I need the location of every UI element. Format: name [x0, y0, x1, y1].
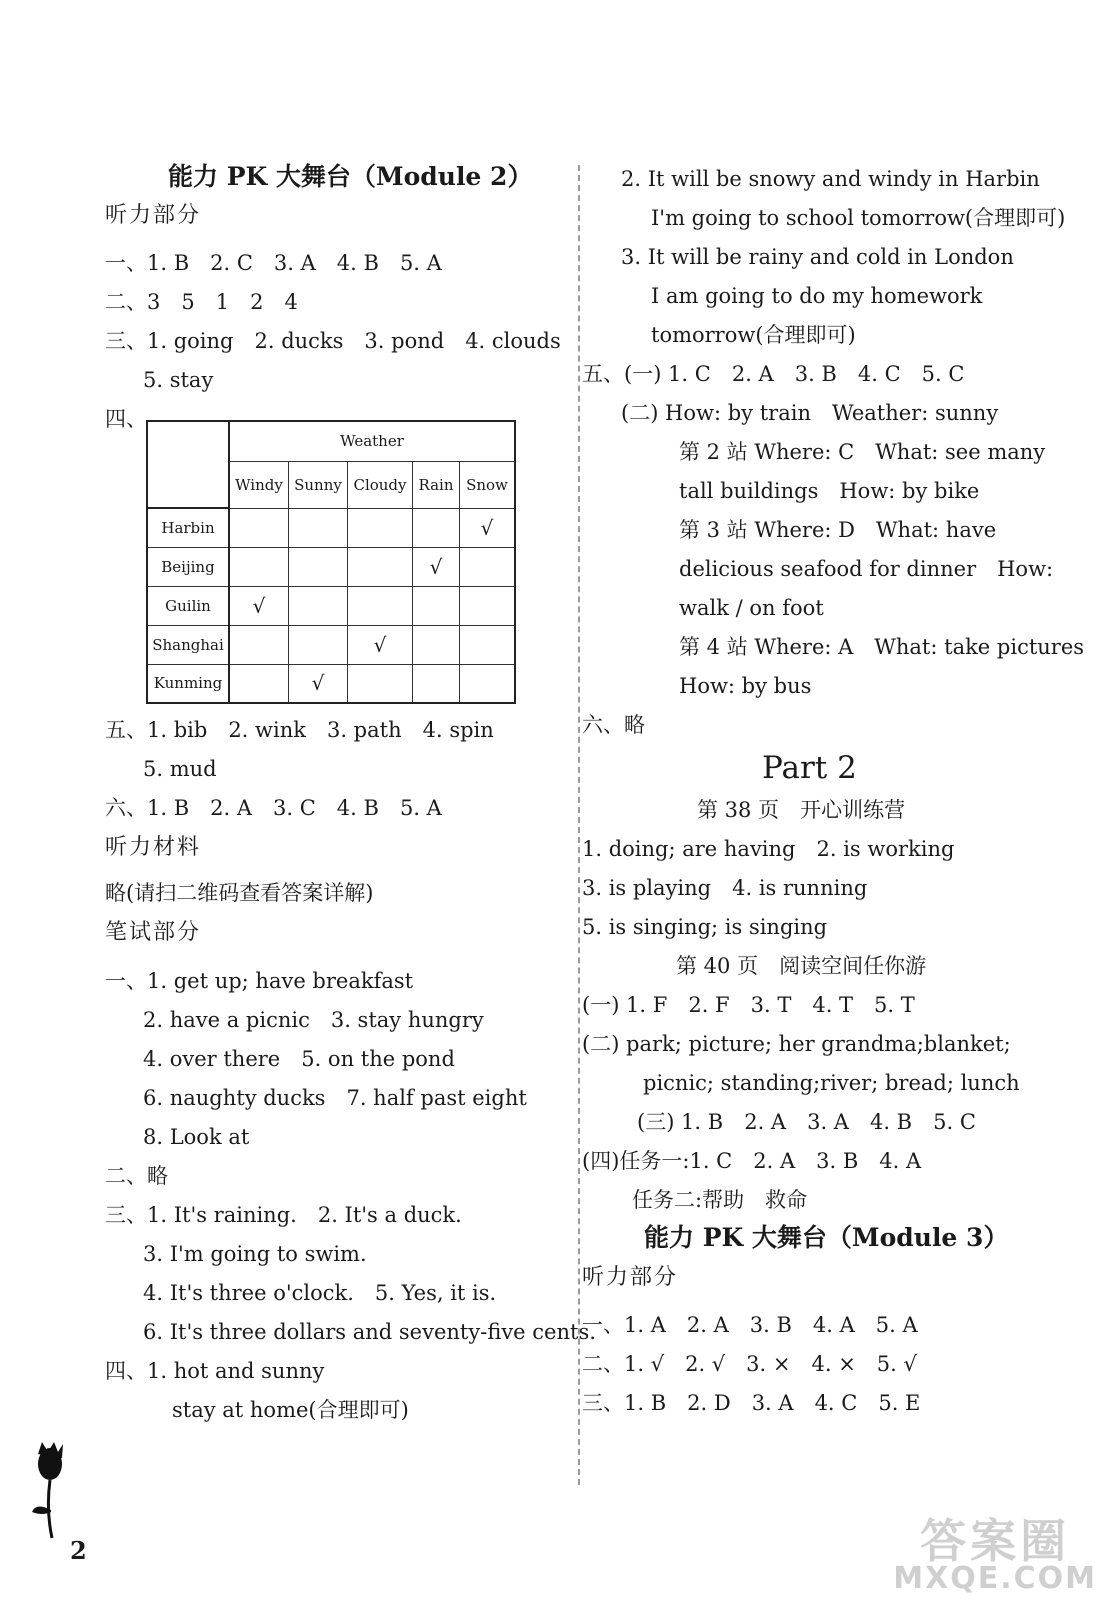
listening-heading: 听力部分 — [105, 203, 202, 228]
table-cell — [289, 625, 348, 664]
answer-line: 二、1. √ 2. √ 3. × 4. × 5. √ — [582, 1352, 917, 1376]
column-header: Cloudy — [348, 461, 413, 508]
table-cell — [413, 508, 460, 547]
answer-line: 五、1. bib 2. wink 3. path 4. spin — [105, 718, 494, 742]
answer-line: tall buildings How: by bike — [679, 479, 980, 503]
answer-line: 第 2 站 Where: C What: see many — [679, 440, 1046, 464]
answer-line: 4. over there 5. on the pond — [143, 1047, 455, 1071]
table-cell: √ — [229, 586, 289, 625]
answer-line: picnic; standing;river; bread; lunch — [643, 1071, 1020, 1095]
answer-line: 第 4 站 Where: A What: take pictures — [679, 635, 1085, 659]
answer-line: 二、略 — [105, 1164, 168, 1188]
answer-line-prefix: 四、 — [105, 407, 147, 431]
answer-line: delicious seafood for dinner How: — [679, 557, 1054, 581]
answer-line: (四)任务一:1. C 2. A 3. B 4. A — [582, 1149, 922, 1173]
table-cell — [289, 547, 348, 586]
flower-icon — [26, 1440, 76, 1540]
answer-line: tomorrow(合理即可) — [651, 323, 856, 347]
table-cell — [229, 625, 289, 664]
answer-line: 三、1. going 2. ducks 3. pond 4. clouds — [105, 329, 561, 353]
table-cell: √ — [348, 625, 413, 664]
answer-line: walk / on foot — [679, 596, 824, 620]
answer-line: 1. doing; are having 2. is working — [582, 837, 955, 861]
weather-table — [146, 420, 516, 704]
table-cell — [413, 586, 460, 625]
row-label: Harbin — [147, 508, 229, 547]
answer-line: 一、1. get up; have breakfast — [105, 969, 414, 993]
written-heading: 笔试部分 — [105, 920, 202, 945]
answer-line: 五、(一) 1. C 2. A 3. B 4. C 5. C — [582, 362, 965, 386]
table-cell — [460, 625, 516, 664]
module3-title: 能力 PK 大舞台（Module 3） — [644, 1223, 1009, 1252]
answer-line: 5. stay — [143, 368, 214, 392]
table-cell — [348, 508, 413, 547]
answer-line: How: by bus — [679, 674, 812, 698]
column-header: Rain — [413, 461, 460, 508]
material-text: 略(请扫二维码查看答案详解) — [105, 881, 374, 905]
answer-line: I'm going to school tomorrow(合理即可) — [651, 206, 1066, 230]
answer-line: 6. It's three dollars and seventy-five cents. — [143, 1320, 596, 1344]
answer-line: 二、3 5 1 2 4 — [105, 290, 298, 314]
column-divider — [578, 165, 580, 1485]
watermark-line2: MXQE.COM — [893, 1561, 1097, 1596]
answer-line: (二) How: by train Weather: sunny — [621, 401, 999, 425]
table-cell — [229, 547, 289, 586]
part2-heading: Part 2 — [762, 750, 857, 786]
table-row — [147, 508, 515, 547]
watermark-line1: 答案圈 — [920, 1514, 1071, 1568]
page-section-heading: 第 40 页 阅读空间任你游 — [676, 954, 927, 978]
answer-line: 3. I'm going to swim. — [143, 1242, 367, 1266]
answer-line: (一) 1. F 2. F 3. T 4. T 5. T — [582, 993, 915, 1017]
answer-line: 第 3 站 Where: D What: have — [679, 518, 997, 542]
table-row — [147, 586, 515, 625]
table-cell — [348, 664, 413, 703]
table-cell — [460, 547, 516, 586]
answer-line: 5. mud — [143, 757, 217, 781]
column-header: Sunny — [289, 461, 348, 508]
answer-line: stay at home(合理即可) — [172, 1398, 409, 1422]
answer-line: 一、1. A 2. A 3. B 4. A 5. A — [582, 1313, 918, 1337]
table-cell: √ — [289, 664, 348, 703]
listening-heading: 听力部分 — [582, 1265, 679, 1290]
row-label: Kunming — [147, 664, 229, 703]
row-label: Guilin — [147, 586, 229, 625]
answer-line: 三、1. It's raining. 2. It's a duck. — [105, 1203, 462, 1227]
answer-line: (二) park; picture; her grandma;blanket; — [582, 1032, 1011, 1056]
column-header: Snow — [460, 461, 516, 508]
table-cell — [348, 547, 413, 586]
answer-line: (三) 1. B 2. A 3. A 4. B 5. C — [637, 1110, 976, 1134]
answer-line: 8. Look at — [143, 1125, 250, 1149]
answer-line: 一、1. B 2. C 3. A 4. B 5. A — [105, 251, 442, 275]
table-row — [147, 664, 515, 703]
page-section-heading: 第 38 页 开心训练营 — [697, 798, 906, 822]
table-cell: √ — [413, 547, 460, 586]
table-corner — [147, 421, 229, 508]
table-row — [147, 547, 515, 586]
watermark — [893, 1514, 1097, 1596]
table-cell — [348, 586, 413, 625]
table-cell — [413, 625, 460, 664]
answer-line: I am going to do my homework — [651, 284, 983, 308]
row-label: Shanghai — [147, 625, 229, 664]
answer-line: 六、略 — [582, 713, 645, 737]
table-group-header: Weather — [229, 421, 515, 461]
answer-line: 6. naughty ducks 7. half past eight — [143, 1086, 527, 1110]
answer-line: 3. It will be rainy and cold in London — [621, 245, 1014, 269]
answer-line: 3. is playing 4. is running — [582, 876, 868, 900]
answer-line: 2. have a picnic 3. stay hungry — [143, 1008, 484, 1032]
table-cell: √ — [460, 508, 516, 547]
table-cell — [460, 664, 516, 703]
answer-line: 5. is singing; is singing — [582, 915, 828, 939]
row-label: Beijing — [147, 547, 229, 586]
answer-line: 三、1. B 2. D 3. A 4. C 5. E — [582, 1391, 921, 1415]
table-cell — [413, 664, 460, 703]
column-header: Windy — [229, 461, 289, 508]
page-number: 2 — [70, 1536, 87, 1565]
answer-line: 2. It will be snowy and windy in Harbin — [621, 167, 1040, 191]
table-cell — [229, 664, 289, 703]
table-cell — [289, 586, 348, 625]
answer-line: 任务二:帮助 救命 — [632, 1188, 808, 1212]
table-row — [147, 625, 515, 664]
module2-title: 能力 PK 大舞台（Module 2） — [168, 162, 533, 191]
table-cell — [289, 508, 348, 547]
answer-line: 六、1. B 2. A 3. C 4. B 5. A — [105, 796, 442, 820]
table-cell — [229, 508, 289, 547]
table-cell — [460, 586, 516, 625]
answer-line: 四、1. hot and sunny — [105, 1359, 325, 1383]
material-heading: 听力材料 — [105, 835, 202, 860]
answer-line: 4. It's three o'clock. 5. Yes, it is. — [143, 1281, 497, 1305]
